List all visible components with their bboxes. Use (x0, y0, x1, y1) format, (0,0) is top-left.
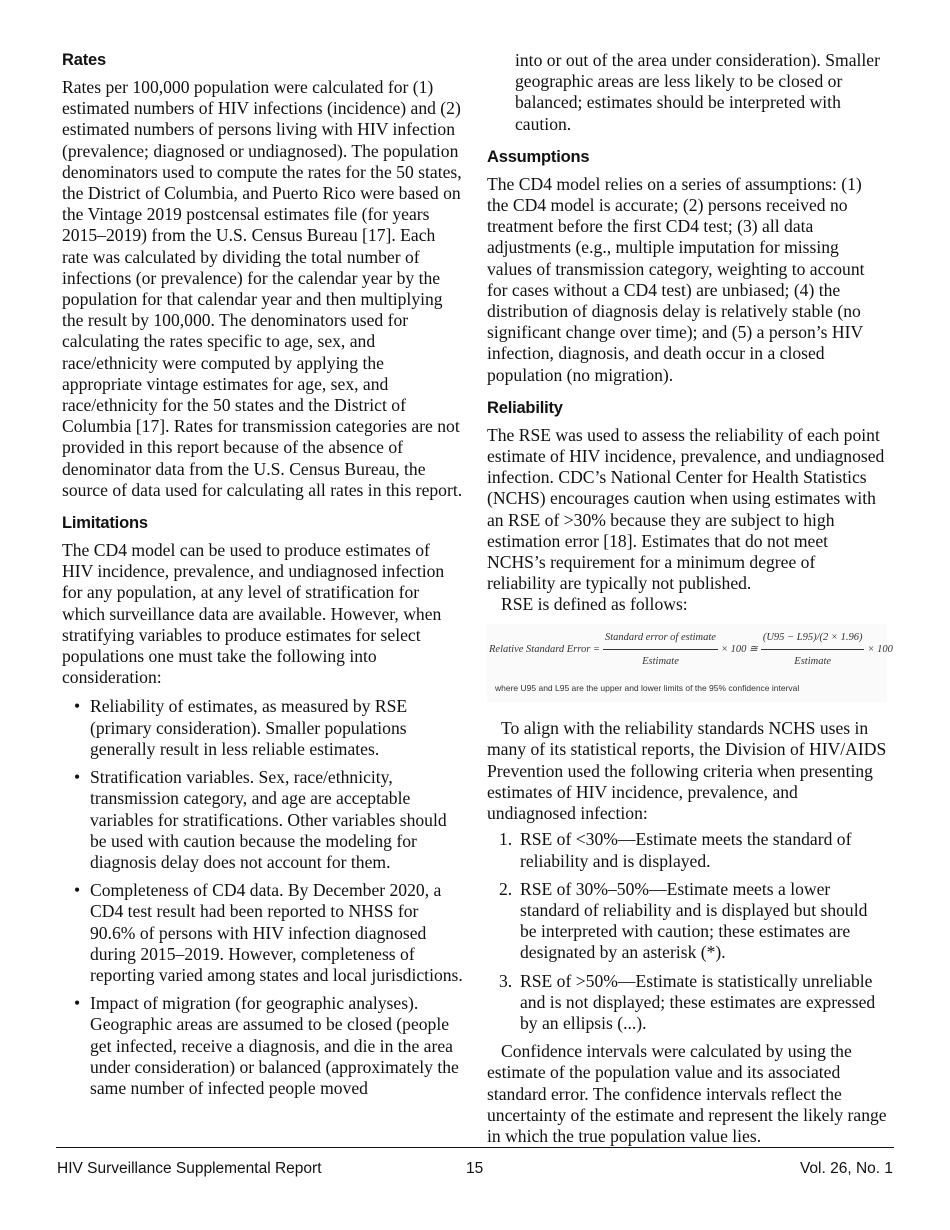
rse-formula (487, 624, 893, 703)
list-item-text: RSE of <30%—Estimate meets the standard of reliability and is displayed. (520, 829, 852, 871)
list-item-text: RSE of >50%—Estimate is statistically unreliable and is not displayed; these estimates are expressed by an ellipsis (...). (520, 970, 876, 1033)
footer-page-number: 15 (466, 1160, 484, 1177)
assumptions-heading: Assumptions (487, 147, 590, 166)
reliability-heading: Reliability (487, 398, 563, 417)
footer-report-title: HIV Surveillance Supplemental Report (57, 1160, 322, 1177)
limitations-list (62, 696, 463, 1099)
rates-heading: Rates (62, 51, 106, 69)
limitations-heading: Limitations (62, 514, 148, 533)
list-item-text: Stratification variables. Sex, race/ethnicity, transmission category, and age are acceptable variables for stratifications. Other variables should be used with caution because the modeling for diagnosis delay does not account for them. (90, 767, 447, 872)
rates-section (62, 50, 463, 501)
migration-continuation: into or out of the area under consideration). Smaller geographic areas are less likely to be closed or balanced; estimates should be interpreted with caution. (515, 50, 880, 134)
formula-lhs: Relative Standard Error = (489, 643, 601, 655)
rates-body: Rates per 100,000 population were calculated for (1) estimated numbers of HIV infections (incidence) and (2) estimated numbers of persons living with HIV infection (prevalence; diagnosed or undiagnosed). The population denominators used to compute the rates for the 50 states, the District of Columbia, and Puerto Rico were based on the Vintage 2019 postcensal estimates file (for years 2015–2019) from the U.S. Census Bureau [17]. Each rate was calculated by dividing the total number of infections (or prevalence) for the calendar year by the population for that calendar year and then multiplying the result by 100,000. The denominators used for calculating the rates specific to age, sex, and race/ethnicity were computed by applying the appropriate vintage estimates for age, sex, and race/ethnicity for the 50 states and the District of Columbia [17]. Rates for transmission categories are not provided in this report because of the absence of denominator data from the U.S. Census Bureau, the source of data used for calculating all rates in this report. (62, 77, 463, 500)
list-number: 2. (499, 878, 513, 899)
formula-fraction-2 (761, 627, 865, 672)
list-item (62, 993, 463, 1099)
list-item-text: Reliability of estimates, as measured by RSE (primary consideration). Smaller populations generally result in less reliable estimates. (90, 696, 408, 759)
reliability-body: The RSE was used to assess the reliability of each point estimate of HIV incidence, prevalence, and undiagnosed infection. CDC’s National Center for Health Statistics (NCHS) encourages caution when using estimates with an RSE of >30% because they are subject to high estimation error [18]. Estimates that do not meet NCHS’s requirement for a minimum degree of reliability are typically not published. (487, 424, 885, 594)
fraction-denominator: Estimate (794, 655, 832, 667)
right-column (487, 50, 893, 1147)
list-number: 3. (499, 970, 513, 991)
footer-divider (56, 1147, 894, 1148)
list-item-text: Completeness of CD4 data. By December 2020, a CD4 test result had been reported to NHSS for 90.6% of persons with HIV infection diagnosed during 2015–2019. However, completeness of reporting varied among states and local jurisdictions. (90, 880, 463, 985)
fraction-denominator: Estimate (642, 655, 679, 667)
list-item (487, 879, 887, 964)
fraction-numerator: Standard error of estimate (603, 627, 718, 650)
list-item (487, 829, 887, 871)
bullet-icon: • (74, 696, 81, 717)
list-number: 1. (499, 829, 513, 850)
footer-volume: Vol. 26, No. 1 (799, 1160, 893, 1177)
bullet-icon: • (74, 767, 81, 788)
formula-note: where U95 and L95 are the upper and lower limits of the 95% confidence interval (495, 683, 800, 694)
limitations-section (62, 513, 463, 1099)
list-item (62, 767, 463, 873)
formula-rhs: × 100 (867, 643, 893, 655)
list-item (487, 971, 887, 1035)
criteria-list (487, 829, 887, 1034)
list-item (62, 880, 463, 986)
criteria-intro: To align with the reliability standards NCHS uses in many of its statistical reports, the Division of HIV/AIDS Prevention used the following criteria when presenting estimates of HIV incidence, prevalence, and undiagnosed infection: (487, 718, 887, 824)
formula-fraction-1 (603, 627, 718, 672)
assumptions-section (487, 147, 887, 386)
rse-intro: RSE is defined as follows: (501, 594, 688, 615)
assumptions-body: The CD4 model relies on a series of assumptions: (1) the CD4 model is accurate; (2) persons received no treatment before the first CD4 test; (3) all data adjustments (e.g., multiple imputation for missing values of transmission category, weighting to account for cases without a CD4 test) are unbiased; (4) the distribution of diagnosis delay is relatively stable (no significant change over time); and (5) a person’s HIV infection, diagnosis, and death occur in a closed population (no migration). (487, 173, 865, 385)
bullet-icon: • (74, 880, 81, 901)
fraction-numerator: (U95 − L95)/(2 × 1.96) (761, 627, 865, 650)
list-item-text: RSE of 30%–50%—Estimate meets a lower standard of reliability and is displayed but should be interpreted with caution; these estimates are designated by an asterisk (*). (520, 878, 868, 963)
list-item (62, 696, 463, 760)
confidence-interval-paragraph: Confidence intervals were calculated by using the estimate of the population value and its associated standard error. The confidence intervals reflect the uncertainty of the estimate and represent the likely range in which the true population value lies. (487, 1041, 887, 1146)
formula-middle: × 100 ≅ (720, 643, 758, 655)
left-column (62, 50, 463, 1111)
limitations-body: The CD4 model can be used to produce estimates of HIV incidence, prevalence, and undiagnosed infection for any population, at any level of stratification for which surveillance data are available. However, when stratifying variables to produce estimates for select populations one must take the following into consideration: (62, 540, 445, 688)
list-item-text: Impact of migration (for geographic analyses). Geographic areas are assumed to be closed (people get infected, receive a diagnosis, and die in the area under consideration) or balanced (approximately the same number of infected people moved (90, 993, 459, 1098)
bullet-icon: • (74, 993, 81, 1014)
reliability-section (487, 398, 893, 1147)
